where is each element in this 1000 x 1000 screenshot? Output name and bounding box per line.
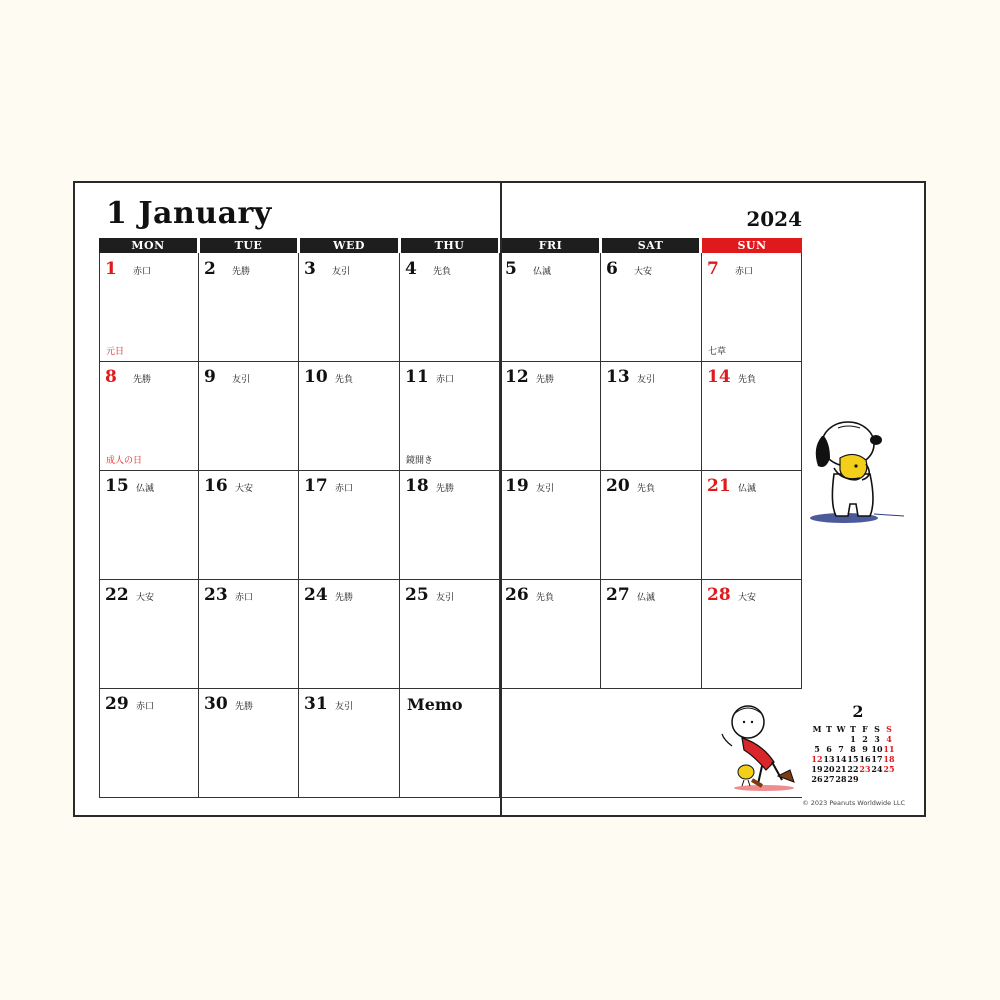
day-cell[interactable] xyxy=(99,361,198,470)
rokuyo-label: 先負 xyxy=(536,593,555,603)
day-cell[interactable] xyxy=(198,361,298,470)
day-cell[interactable] xyxy=(701,579,801,688)
mini-day xyxy=(859,774,871,784)
day-number: 26 xyxy=(505,585,529,605)
day-cell[interactable] xyxy=(499,361,600,470)
mini-day: 7 xyxy=(838,744,844,754)
mini-day: 10 xyxy=(871,744,883,754)
day-number: 23 xyxy=(204,585,228,605)
mini-day xyxy=(835,734,847,744)
rokuyo-label: 大安 xyxy=(235,484,254,494)
holiday-label: 成人の日 xyxy=(106,456,143,466)
day-number: 25 xyxy=(405,585,429,605)
rokuyo-label: 先勝 xyxy=(536,375,555,385)
day-number: 4 xyxy=(405,259,417,279)
rokuyo-label: 仏滅 xyxy=(533,267,552,277)
holiday-label: 元日 xyxy=(106,347,125,357)
mini-weekday-label: M xyxy=(812,724,822,734)
day-cell[interactable] xyxy=(399,361,499,470)
rokuyo-label: 友引 xyxy=(536,484,555,494)
day-number: 16 xyxy=(204,476,228,496)
day-cell[interactable] xyxy=(298,579,399,688)
mini-weekday-label: W xyxy=(836,724,846,734)
mini-day xyxy=(871,774,883,784)
day-number: 5 xyxy=(505,259,517,279)
weekday-header-row xyxy=(99,238,802,253)
rokuyo-label: 仏滅 xyxy=(136,484,155,494)
mini-day: 2 xyxy=(862,734,868,744)
linus-walking-with-woodstock-illustration xyxy=(718,700,802,792)
mini-day xyxy=(823,734,835,744)
rokuyo-label: 先勝 xyxy=(133,375,152,385)
day-number: 20 xyxy=(606,476,630,496)
day-number: 30 xyxy=(204,694,228,714)
day-cell[interactable] xyxy=(600,579,701,688)
mini-day: 23 xyxy=(859,764,871,774)
rokuyo-label: 友引 xyxy=(335,702,354,712)
day-cell[interactable] xyxy=(99,470,198,579)
day-cell[interactable] xyxy=(298,688,399,797)
day-cell[interactable] xyxy=(198,579,298,688)
rokuyo-label: 赤口 xyxy=(735,267,754,277)
day-number: 1 xyxy=(105,259,117,279)
day-number: 11 xyxy=(405,367,429,387)
day-number: 3 xyxy=(304,259,316,279)
mini-day: 14 xyxy=(835,754,847,764)
rokuyo-label: 先負 xyxy=(433,267,452,277)
rokuyo-label: 先負 xyxy=(335,375,354,385)
mini-day: 17 xyxy=(871,754,883,764)
day-cell[interactable] xyxy=(298,470,399,579)
mini-weekday-label: S xyxy=(886,724,892,734)
rokuyo-label: 先負 xyxy=(738,375,757,385)
day-number: 29 xyxy=(105,694,129,714)
day-number: 12 xyxy=(505,367,529,387)
rokuyo-label: 赤口 xyxy=(133,267,152,277)
month-title: 1 January xyxy=(106,196,272,231)
weekday-fri: FRI xyxy=(502,238,599,253)
snoopy-hugging-woodstock-illustration xyxy=(804,414,912,526)
rokuyo-label: 仏滅 xyxy=(738,484,757,494)
day-number: 7 xyxy=(707,259,719,279)
day-number: 27 xyxy=(606,585,630,605)
day-cell[interactable] xyxy=(298,361,399,470)
mini-day: 1 xyxy=(850,734,856,744)
day-cell[interactable] xyxy=(701,361,801,470)
mini-day: 5 xyxy=(814,744,820,754)
mini-weekday-label: F xyxy=(862,724,868,734)
rokuyo-label: 先勝 xyxy=(436,484,455,494)
day-number: 21 xyxy=(707,476,731,496)
day-cell[interactable] xyxy=(99,253,198,361)
mini-day xyxy=(811,734,823,744)
day-cell[interactable] xyxy=(701,253,801,361)
mini-day: 24 xyxy=(871,764,883,774)
day-number: 19 xyxy=(505,476,529,496)
day-number: 17 xyxy=(304,476,328,496)
day-number: 15 xyxy=(105,476,129,496)
rokuyo-label: 先勝 xyxy=(235,702,254,712)
mini-day: 12 xyxy=(811,754,823,764)
weekday-tue: TUE xyxy=(200,238,297,253)
mini-day: 28 xyxy=(835,774,847,784)
mini-day: 9 xyxy=(862,744,868,754)
day-number: 31 xyxy=(304,694,328,714)
mini-day: 16 xyxy=(859,754,871,764)
mini-weekday-label: S xyxy=(874,724,880,734)
year-title: 2024 xyxy=(746,207,802,231)
day-number: 14 xyxy=(707,367,731,387)
day-cell[interactable] xyxy=(198,688,298,797)
day-number: 10 xyxy=(304,367,328,387)
rokuyo-label: 友引 xyxy=(436,593,455,603)
day-cell[interactable] xyxy=(600,253,701,361)
weekday-mon: MON xyxy=(99,238,197,253)
mini-day: 15 xyxy=(847,754,859,764)
mini-day: 29 xyxy=(847,774,859,784)
day-number: 18 xyxy=(405,476,429,496)
mini-day: 6 xyxy=(826,744,832,754)
mini-calendar-grid xyxy=(811,724,905,784)
day-cell[interactable] xyxy=(399,470,499,579)
day-cell[interactable] xyxy=(399,579,499,688)
mini-day: 13 xyxy=(823,754,835,764)
mini-day: 21 xyxy=(835,764,847,774)
day-cell[interactable] xyxy=(399,253,499,361)
rokuyo-label: 赤口 xyxy=(136,702,155,712)
mini-day: 27 xyxy=(823,774,835,784)
day-cell[interactable] xyxy=(701,470,801,579)
mini-day: 11 xyxy=(883,744,895,754)
mini-day: 8 xyxy=(850,744,856,754)
mini-day: 22 xyxy=(847,764,859,774)
day-cell[interactable] xyxy=(99,688,198,797)
day-cell[interactable] xyxy=(600,361,701,470)
day-cell[interactable] xyxy=(600,470,701,579)
day-cell[interactable] xyxy=(499,579,600,688)
rokuyo-label: 先勝 xyxy=(232,267,251,277)
holiday-label: 七草 xyxy=(708,347,727,357)
day-cell[interactable] xyxy=(198,253,298,361)
mini-calendar-february xyxy=(811,703,905,784)
mini-calendar-month: 2 xyxy=(852,702,864,721)
weekday-sat: SAT xyxy=(602,238,699,253)
day-cell[interactable] xyxy=(99,579,198,688)
rokuyo-label: 先負 xyxy=(637,484,656,494)
day-number: 13 xyxy=(606,367,630,387)
rokuyo-label: 大安 xyxy=(634,267,653,277)
mini-day: 19 xyxy=(811,764,823,774)
day-number: 2 xyxy=(204,259,216,279)
mini-day: 4 xyxy=(886,734,892,744)
weekday-sun: SUN xyxy=(702,238,802,253)
day-cell[interactable] xyxy=(499,253,600,361)
weekday-thu: THU xyxy=(401,238,498,253)
day-cell[interactable] xyxy=(499,470,600,579)
weekday-wed: WED xyxy=(300,238,398,253)
mini-weekday-label: T xyxy=(850,724,856,734)
mini-day: 18 xyxy=(883,754,895,764)
mini-day: 20 xyxy=(823,764,835,774)
rokuyo-label: 仏滅 xyxy=(637,593,656,603)
memo-area[interactable] xyxy=(400,689,499,797)
day-number: 9 xyxy=(204,367,216,387)
rokuyo-label: 友引 xyxy=(332,267,351,277)
day-number: 28 xyxy=(707,585,731,605)
rokuyo-label: 友引 xyxy=(232,375,251,385)
mini-day: 26 xyxy=(811,774,823,784)
day-number: 24 xyxy=(304,585,328,605)
day-number: 8 xyxy=(105,367,117,387)
rokuyo-label: 赤口 xyxy=(436,375,455,385)
mini-day: 25 xyxy=(883,764,895,774)
day-number: 6 xyxy=(606,259,618,279)
day-cell[interactable] xyxy=(298,253,399,361)
rokuyo-label: 先勝 xyxy=(335,593,354,603)
holiday-label: 鏡開き xyxy=(406,456,434,466)
rokuyo-label: 大安 xyxy=(136,593,155,603)
day-number: 22 xyxy=(105,585,129,605)
rokuyo-label: 大安 xyxy=(738,593,757,603)
copyright-notice: © 2023 Peanuts Worldwide LLC xyxy=(802,799,905,807)
mini-weekday-label: T xyxy=(826,724,832,734)
day-cell[interactable] xyxy=(198,470,298,579)
mini-day xyxy=(883,774,895,784)
rokuyo-label: 赤口 xyxy=(335,484,354,494)
rokuyo-label: 友引 xyxy=(637,375,656,385)
mini-day: 3 xyxy=(874,734,880,744)
rokuyo-label: 赤口 xyxy=(235,593,254,603)
memo-label: Memo xyxy=(407,695,463,714)
